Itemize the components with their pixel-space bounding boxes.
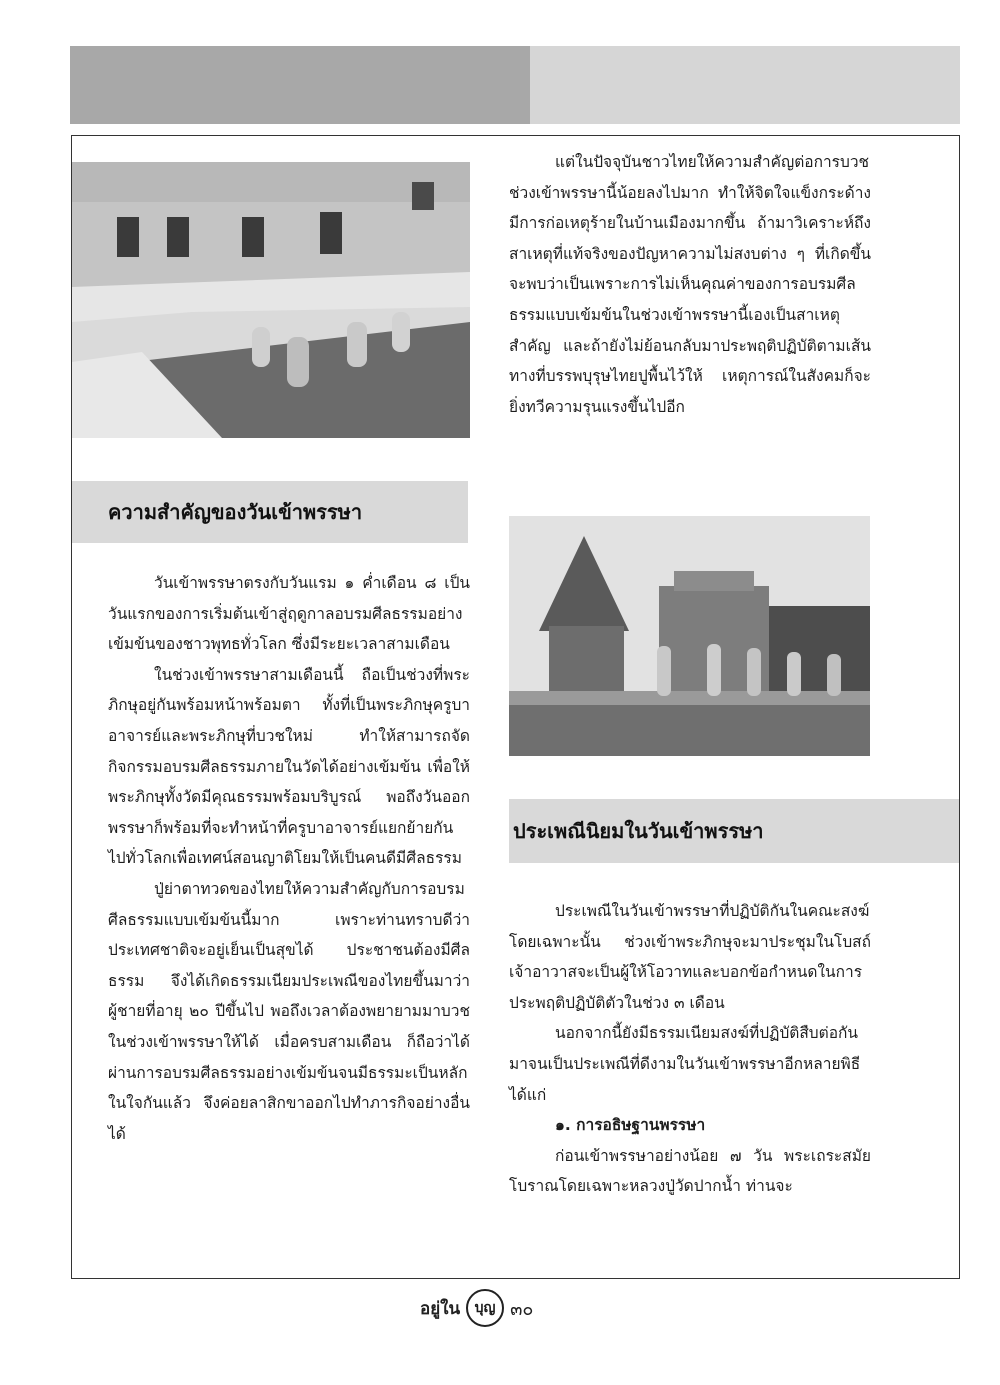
- section-heading-importance: [72, 481, 468, 543]
- paragraph: ในช่วงเข้าพรรษาสามเดือนนี้ ถือเป็นช่วงที่พระภิกษุอยู่กันพร้อมหน้าพร้อมตา ทั้งที่เป็นพระภิกษุครูบาอาจารย์และพระภิกษุที่บวชใหม่ ทำให้สามารถจัดกิจกรรมอบรมศีลธรรมภายในวัดได้อย่างเข้มข้น เพื่อให้พระภิกษุทั้งวัดมีคุณธรรมพร้อมบริบูรณ์ พอถึงวันออกพรรษาก็พร้อมที่จะทำหน้าที่ครูบาอาจารย์แยกย้ายกันไปทั่วโลกเพื่อเทศน์สอนญาติโยมให้เป็นคนดีมีศีลธรรม: [108, 665, 470, 868]
- header-band-light: [530, 46, 960, 124]
- paragraph: นอกจากนี้ยังมีธรรมเนียมสงฆ์ที่ปฏิบัติสืบต่อกันมาจนเป็นประเพณีที่ดีงามในวันเข้าพรรษาอีกหลายพิธี ได้แก่: [509, 1024, 861, 1104]
- footer-logo-circle: บุญ: [466, 1289, 504, 1327]
- paragraph: แต่ในปัจจุบันชาวไทยให้ความสำคัญต่อการบวชช่วงเข้าพรรษานี้น้อยลงไปมาก ทำให้จิตใจแข็งกระด้าง มีการก่อเหตุร้ายในบ้านเมืองมากขึ้น ถ้ามาวิเคราะห์ถึงสาเหตุที่แท้จริงของปัญหาความไม่สงบต่าง ๆ ที่เกิดขึ้น จะพบว่าเป็นเพราะการไม่เห็นคุณค่าของการอบรมศีลธรรมแบบเข้มข้นในช่วงเข้าพรรษานี้เองเป็นสาเหตุสำคัญ และถ้ายังไม่ย้อนกลับมาประพฤติปฏิบัติตามเส้นทางที่บรรพบุรุษไทยปูพื้นไว้ให้ เหตุการณ์ในสังคมก็จะยิ่งทวีความรุนแรงขึ้นไปอีก: [509, 153, 871, 416]
- section-heading-traditions-text: ประเพณีนิยมในวันเข้าพรรษา: [513, 819, 764, 843]
- section-heading-traditions: [509, 799, 959, 863]
- subheading: ๑. การอธิษฐานพรรษา: [555, 1116, 706, 1135]
- paragraph: วันเข้าพรรษาตรงกับวันแรม ๑ ค่ำเดือน ๘ เป็นวันแรกของการเริ่มต้นเข้าสู่ฤดูกาลอบรมศีลธรรมอย่างเข้มข้นของชาวพุทธทั่วโลก ซึ่งมีระยะเวลาสามเดือน: [108, 574, 470, 654]
- paragraph: ประเพณีในวันเข้าพรรษาที่ปฏิบัติกันในคณะสงฆ์โดยเฉพาะนั้น ช่วงเข้าพระภิกษุจะมาประชุมในโบสถ์ เจ้าอาวาสจะเป็นผู้ให้โอวาทและบอกข้อกำหนดในการประพฤติปฏิบัติตัวในช่วง ๓ เดือน: [509, 902, 871, 1012]
- right-column-top: [509, 147, 871, 422]
- left-column: [108, 568, 470, 1149]
- right-column-bottom: [509, 896, 871, 1202]
- paragraph: ปู่ย่าตาทวดของไทยให้ความสำคัญกับการอบรมศีลธรรมแบบเข้มข้นนี้มาก เพราะท่านทราบดีว่า ประเทศชาติจะอยู่เย็นเป็นสุขได้ ประชาชนต้องมีศีลธรรม จึงได้เกิดธรรมเนียมประเพณีของไทยขึ้นมาว่า ผู้ชายที่อายุ ๒๐ ปีขึ้นไป พอถึงเวลาต้องพยายามมาบวชในช่วงเข้าพรรษาให้ได้ เมื่อครบสามเดือน ก็ถือว่าได้ผ่านการอบรมศีลธรรมอย่างเข้มข้นจนมีธรรมะเป็นหลักในใจกันแล้ว จึงค่อยลาสิกขาออกไปทำภารกิจอย่างอื่นได้: [108, 879, 470, 1143]
- paragraph: ก่อนเข้าพรรษาอย่างน้อย ๗ วัน พระเถระสมัยโบราณโดยเฉพาะหลวงปู่วัดปากน้ำ ท่านจะ: [509, 1146, 871, 1196]
- page-footer: [420, 1288, 590, 1328]
- header-band-dark: [70, 46, 530, 124]
- page-number: ๓๐: [510, 1298, 534, 1320]
- photo-meditation-hall: [72, 162, 470, 438]
- photo-temple-procession: [509, 516, 870, 756]
- footer-logo-text: อยู่ใน: [420, 1298, 461, 1319]
- section-heading-importance-text: ความสำคัญของวันเข้าพรรษา: [108, 500, 363, 524]
